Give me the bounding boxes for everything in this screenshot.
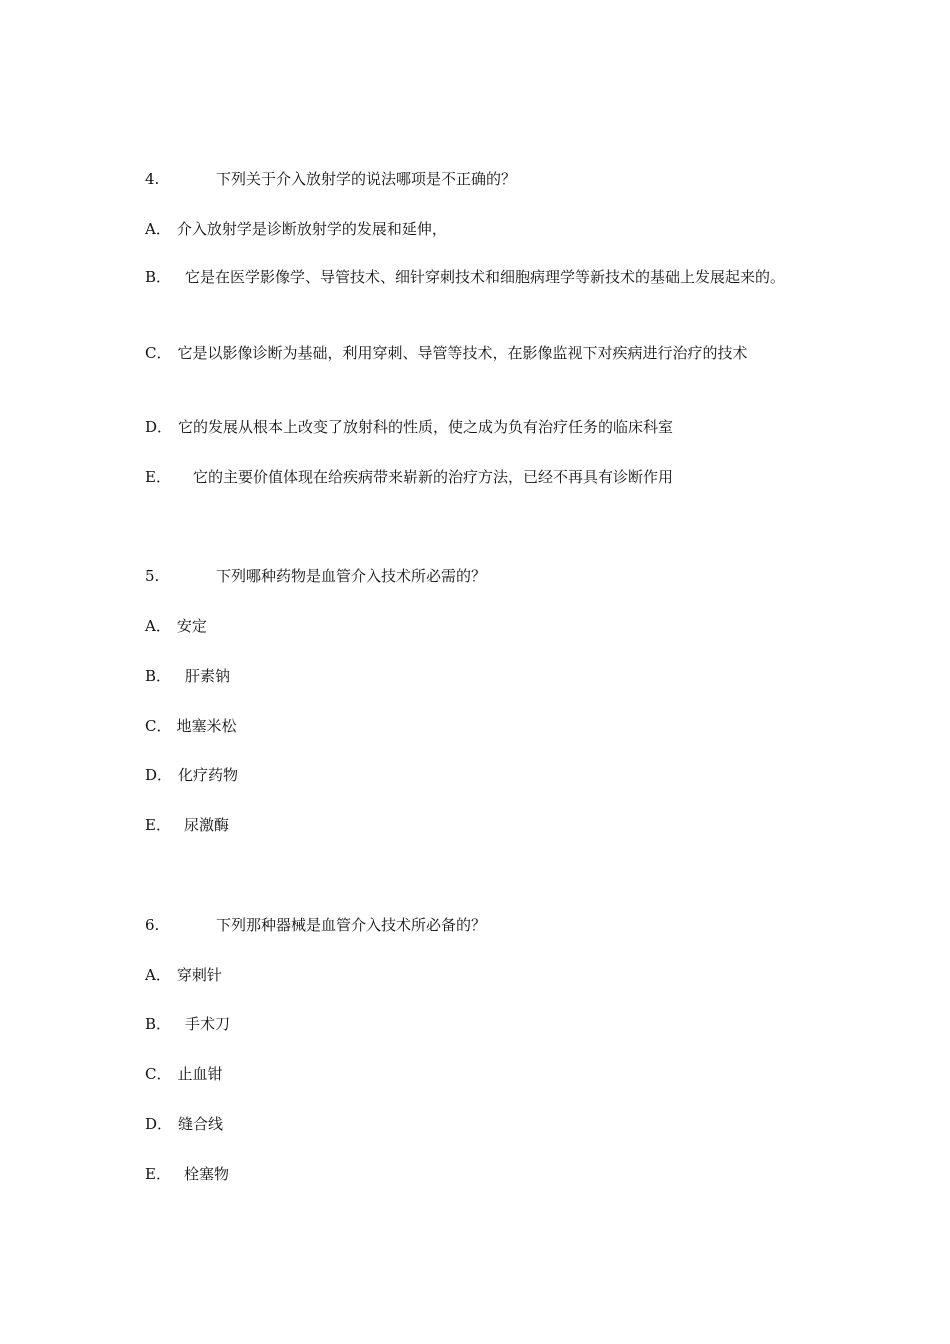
q6-option-c xyxy=(145,1063,810,1085)
option-label: D． xyxy=(145,1115,173,1133)
option-text: 止血钳 xyxy=(177,1065,223,1083)
q4-option-b xyxy=(145,266,810,288)
option-text: 它是以影像诊断为基础，利用穿刺、导管等技术，在影像监视下对疾病进行治疗的技术 xyxy=(177,344,748,362)
option-label: B． xyxy=(145,268,172,286)
q6-option-b xyxy=(145,1013,810,1035)
option-text: 缝合线 xyxy=(178,1115,224,1133)
option-label: C． xyxy=(145,344,172,362)
q6-option-a xyxy=(145,964,810,986)
question-text: 下列那种器械是血管介入技术所必备的？ xyxy=(216,916,487,934)
option-label: E． xyxy=(145,816,171,834)
question-6 xyxy=(145,914,810,936)
option-label: B． xyxy=(145,667,172,685)
option-text: 肝素钠 xyxy=(185,667,231,685)
question-text: 下列关于介入放射学的说法哪项是不正确的？ xyxy=(216,170,517,188)
option-label: E． xyxy=(145,468,171,486)
option-label: C． xyxy=(145,1065,172,1083)
q5-option-b xyxy=(145,665,810,687)
q4-option-e xyxy=(145,466,810,488)
option-text: 它的发展从根本上改变了放射科的性质，使之成为负有治疗任务的临床科室 xyxy=(178,418,674,436)
option-label: A． xyxy=(145,966,171,984)
question-text: 下列哪种药物是血管介入技术所必需的？ xyxy=(216,567,487,585)
option-label: E． xyxy=(145,1165,171,1183)
option-text: 安定 xyxy=(176,617,207,635)
q4-option-d xyxy=(145,416,810,438)
question-number: 4. xyxy=(145,170,160,188)
option-text: 尿激酶 xyxy=(183,816,229,834)
q6-option-e xyxy=(145,1163,810,1185)
q6-option-d xyxy=(145,1113,810,1135)
option-text: 手术刀 xyxy=(185,1015,231,1033)
q4-option-c xyxy=(145,342,810,364)
option-label: D． xyxy=(145,418,173,436)
option-text: 介入放射学是诊断放射学的发展和延伸， xyxy=(176,220,447,238)
option-label: A． xyxy=(145,220,171,238)
question-5 xyxy=(145,565,810,587)
question-number: 5. xyxy=(145,567,160,585)
option-label: A． xyxy=(145,617,171,635)
option-text: 它的主要价值体现在给疾病带来崭新的治疗方法，已经不再具有诊断作用 xyxy=(192,468,673,486)
q5-option-e xyxy=(145,814,810,836)
option-label: B． xyxy=(145,1015,172,1033)
q5-option-c xyxy=(145,715,810,737)
question-4 xyxy=(145,168,810,190)
option-text: 穿刺针 xyxy=(176,966,222,984)
option-text: 化疗药物 xyxy=(178,766,239,784)
question-number: 6. xyxy=(145,916,160,934)
option-text: 地塞米松 xyxy=(176,717,237,735)
option-text: 栓塞物 xyxy=(183,1165,229,1183)
option-label: D． xyxy=(145,766,173,784)
q5-option-d xyxy=(145,764,810,786)
option-text: 它是在医学影像学、导管技术、细针穿刺技术和细胞病理学等新技术的基础上发展起来的。 xyxy=(185,268,786,286)
option-label: C． xyxy=(145,717,172,735)
q5-option-a xyxy=(145,615,810,637)
q4-option-a xyxy=(145,218,810,240)
